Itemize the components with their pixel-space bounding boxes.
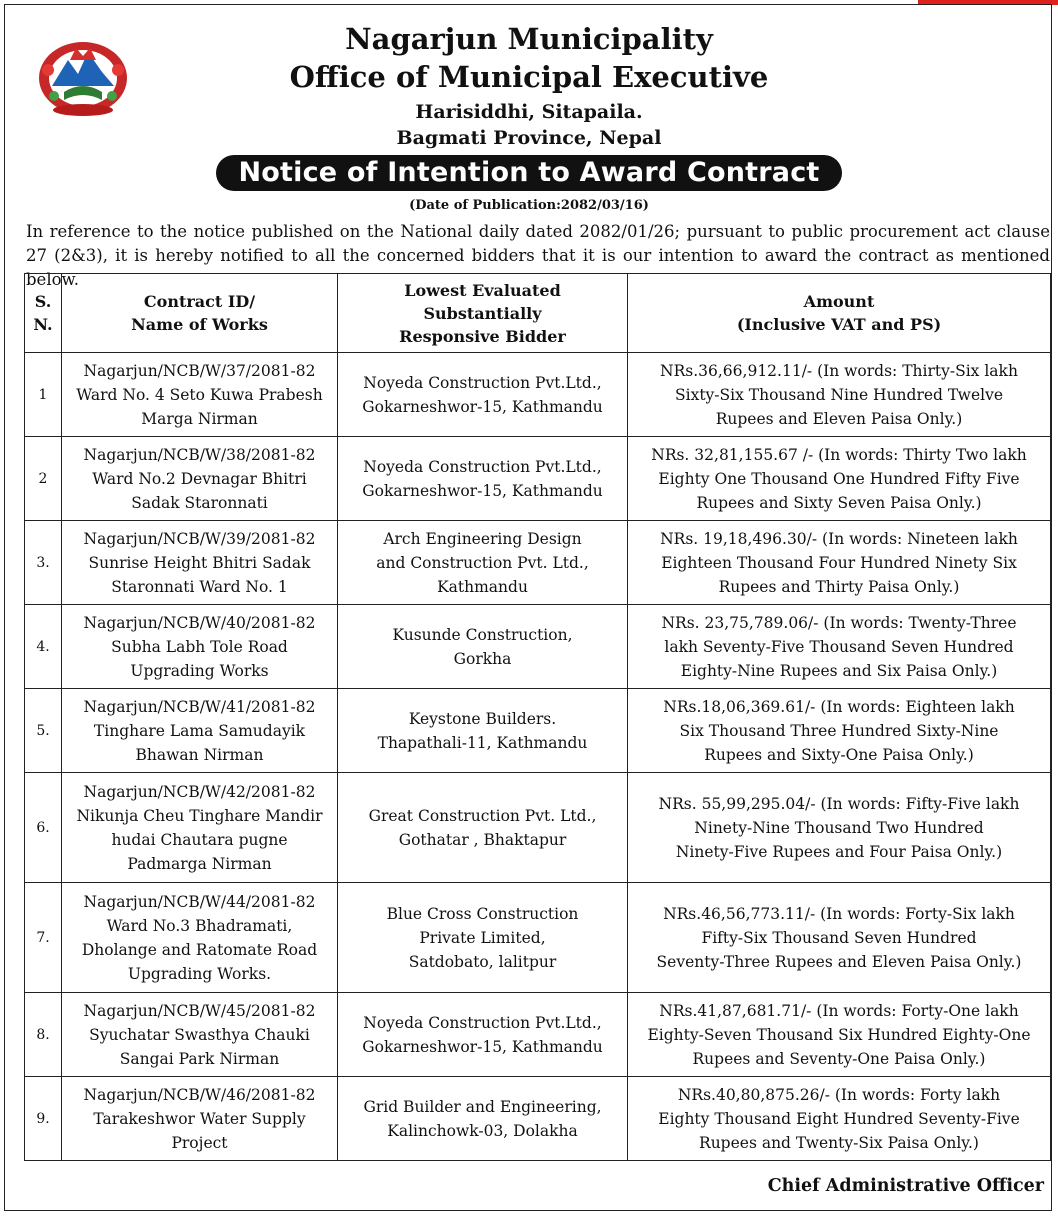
serial-number: 5.: [25, 689, 62, 773]
bidder-name: Private Limited,: [419, 928, 546, 947]
work-name: Project: [171, 1133, 228, 1152]
publication-date: (Date of Publication:2082/03/16): [409, 198, 649, 213]
contract-cell: [62, 689, 338, 773]
bidder-cell: [338, 883, 628, 993]
table-row: [25, 883, 1051, 993]
bidder-address: Kalinchowk-03, Dolakha: [387, 1121, 578, 1140]
address-line-2: Bagmati Province, Nepal: [396, 127, 662, 149]
contract-cell: [62, 1077, 338, 1161]
serial-number: 6.: [25, 773, 62, 883]
contract-cell: [62, 605, 338, 689]
work-name: Upgrading Works.: [127, 964, 272, 983]
work-name: Bhawan Nirman: [135, 745, 264, 764]
amount-cell: NRs. 32,81,155.67 /- (In words: Thirty Two lakh Eighty One Thousand One Hundred Fifty Five Rupees and Sixty Seven Paisa Only.): [628, 437, 1051, 521]
contract-cell: [62, 883, 338, 993]
bidder-cell: [338, 521, 628, 605]
contract-id: Nagarjun/NCB/W/44/2081-82: [83, 892, 316, 911]
work-name: Syuchatar Swasthya Chauki: [89, 1025, 310, 1044]
work-name: Sangai Park Nirman: [119, 1049, 280, 1068]
serial-number: 9.: [25, 1077, 62, 1161]
table-row: [25, 689, 1051, 773]
notice-title-banner: [0, 155, 1058, 191]
amount-cell: NRs.36,66,912.11/- (In words: Thirty-Six lakh Sixty-Six Thousand Nine Hundred Twelve Rupees and Eleven Paisa Only.): [628, 353, 1051, 437]
table-row: [25, 521, 1051, 605]
bidder-address: Gorkha: [453, 649, 512, 668]
bidder-name: Grid Builder and Engineering,: [363, 1097, 602, 1116]
bidder-name: Noyeda Construction Pvt.Ltd.,: [363, 457, 602, 476]
table-row: [25, 993, 1051, 1077]
bidder-name: Arch Engineering Design: [383, 529, 582, 548]
table-header-row: [25, 274, 1051, 353]
bidder-cell: [338, 437, 628, 521]
contract-id: Nagarjun/NCB/W/42/2081-82: [83, 782, 316, 801]
bidder-address: Gokarneshwor-15, Kathmandu: [362, 1037, 603, 1056]
work-name: Tarakeshwor Water Supply: [93, 1109, 306, 1128]
work-name: Subha Labh Tole Road: [111, 637, 288, 656]
bidder-address: Gokarneshwor-15, Kathmandu: [362, 481, 603, 500]
work-name: Staronnati Ward No. 1: [111, 577, 288, 596]
contract-id: Nagarjun/NCB/W/45/2081-82: [83, 1001, 316, 1020]
work-name: Sadak Staronnati: [131, 493, 268, 512]
serial-number: 1: [25, 353, 62, 437]
bidder-cell: [338, 1077, 628, 1161]
bidder-cell: [338, 993, 628, 1077]
contract-id: Nagarjun/NCB/W/39/2081-82: [83, 529, 316, 548]
work-name: Nikunja Cheu Tinghare Mandir: [76, 806, 323, 825]
column-header-bidder: Lowest Evaluated Substantially Responsive Bidder: [338, 274, 628, 353]
contract-cell: [62, 437, 338, 521]
bidder-address: Thapathali-11, Kathmandu: [377, 733, 588, 752]
bidder-name: Great Construction Pvt. Ltd.,: [368, 806, 597, 825]
amount-cell: NRs. 55,99,295.04/- (In words: Fifty-Five lakh Ninety-Nine Thousand Two Hundred Ninety-Five Rupees and Four Paisa Only.): [628, 773, 1051, 883]
bidder-cell: [338, 353, 628, 437]
address-line-1: Harisiddhi, Sitapaila.: [415, 101, 643, 123]
bidder-cell: [338, 773, 628, 883]
work-name: Marga Nirman: [141, 409, 258, 428]
bidder-name: and Construction Pvt. Ltd.,: [376, 553, 589, 572]
contract-cell: [62, 353, 338, 437]
contract-id: Nagarjun/NCB/W/41/2081-82: [83, 697, 316, 716]
serial-number: 3.: [25, 521, 62, 605]
work-name: Ward No.3 Bhadramati,: [106, 916, 293, 935]
contract-id: Nagarjun/NCB/W/38/2081-82: [83, 445, 316, 464]
work-name: Tinghare Lama Samudayik: [93, 721, 306, 740]
contract-cell: [62, 521, 338, 605]
column-header-contract: Contract ID/ Name of Works: [62, 274, 338, 353]
amount-cell: NRs.40,80,875.26/- (In words: Forty lakh Eighty Thousand Eight Hundred Seventy-Five Rupees and Twenty-Six Paisa Only.): [628, 1077, 1051, 1161]
signatory-title: Chief Administrative Officer: [767, 1176, 1044, 1196]
work-name: Sunrise Height Bhitri Sadak: [88, 553, 311, 572]
bidder-name: Kusunde Construction,: [392, 625, 573, 644]
bidder-name: Noyeda Construction Pvt.Ltd.,: [363, 373, 602, 392]
work-name: Dholange and Ratomate Road: [81, 940, 318, 959]
table-row: [25, 605, 1051, 689]
table-row: [25, 1077, 1051, 1161]
serial-number: 7.: [25, 883, 62, 993]
amount-cell: NRs.18,06,369.61/- (In words: Eighteen lakh Six Thousand Three Hundred Sixty-Nine Rupees and Sixty-One Paisa Only.): [628, 689, 1051, 773]
work-name: Ward No. 4 Seto Kuwa Prabesh: [76, 385, 323, 404]
bidder-cell: [338, 605, 628, 689]
notice-title: Notice of Intention to Award Contract: [216, 155, 841, 191]
amount-cell: NRs.41,87,681.71/- (In words: Forty-One lakh Eighty-Seven Thousand Six Hundred Eighty-One Rupees and Seventy-One Paisa Only.): [628, 993, 1051, 1077]
table-row: [25, 353, 1051, 437]
contract-cell: [62, 993, 338, 1077]
bidder-cell: [338, 689, 628, 773]
serial-number: 2: [25, 437, 62, 521]
contract-id: Nagarjun/NCB/W/46/2081-82: [83, 1085, 316, 1104]
bidder-address: Gothatar , Bhaktapur: [398, 830, 567, 849]
office-name: Office of Municipal Executive: [289, 60, 769, 94]
bidder-address: Kathmandu: [437, 577, 528, 596]
work-name: Ward No.2 Devnagar Bhitri: [92, 469, 307, 488]
bidder-name: Blue Cross Construction: [386, 904, 579, 923]
contract-id: Nagarjun/NCB/W/37/2081-82: [83, 361, 316, 380]
column-header-amount: Amount (Inclusive VAT and PS): [628, 274, 1051, 353]
bidder-name: Noyeda Construction Pvt.Ltd.,: [363, 1013, 602, 1032]
award-table: [24, 273, 1051, 1161]
municipality-name: Nagarjun Municipality: [345, 22, 713, 56]
contract-id: Nagarjun/NCB/W/40/2081-82: [83, 613, 316, 632]
work-name: Padmarga Nirman: [127, 854, 272, 873]
bidder-name: Keystone Builders.: [408, 709, 557, 728]
award-table-body: [25, 353, 1051, 1161]
bidder-address: Gokarneshwor-15, Kathmandu: [362, 397, 603, 416]
table-row: [25, 773, 1051, 883]
work-name: hudai Chautara pugne: [111, 830, 288, 849]
serial-number: 8.: [25, 993, 62, 1077]
amount-cell: NRs. 23,75,789.06/- (In words: Twenty-Three lakh Seventy-Five Thousand Seven Hundred Eighty-Nine Rupees and Six Paisa Only.): [628, 605, 1051, 689]
serial-number: 4.: [25, 605, 62, 689]
amount-cell: NRs.46,56,773.11/- (In words: Forty-Six lakh Fifty-Six Thousand Seven Hundred Seventy-Three Rupees and Eleven Paisa Only.): [628, 883, 1051, 993]
table-row: [25, 437, 1051, 521]
amount-cell: NRs. 19,18,496.30/- (In words: Nineteen lakh Eighteen Thousand Four Hundred Ninety Six Rupees and Thirty Paisa Only.): [628, 521, 1051, 605]
work-name: Upgrading Works: [130, 661, 269, 680]
intro-paragraph: In reference to the notice published on the National daily dated 2082/01/26; pursuant to public procurement act clause 27 (2&3), it is hereby notified to all the concerned bidders that it is our intention to award the contract as mentioned below.: [26, 222, 1050, 289]
contract-cell: [62, 773, 338, 883]
bidder-address: Satdobato, lalitpur: [408, 952, 557, 971]
column-header-sn: S. N.: [25, 274, 62, 353]
